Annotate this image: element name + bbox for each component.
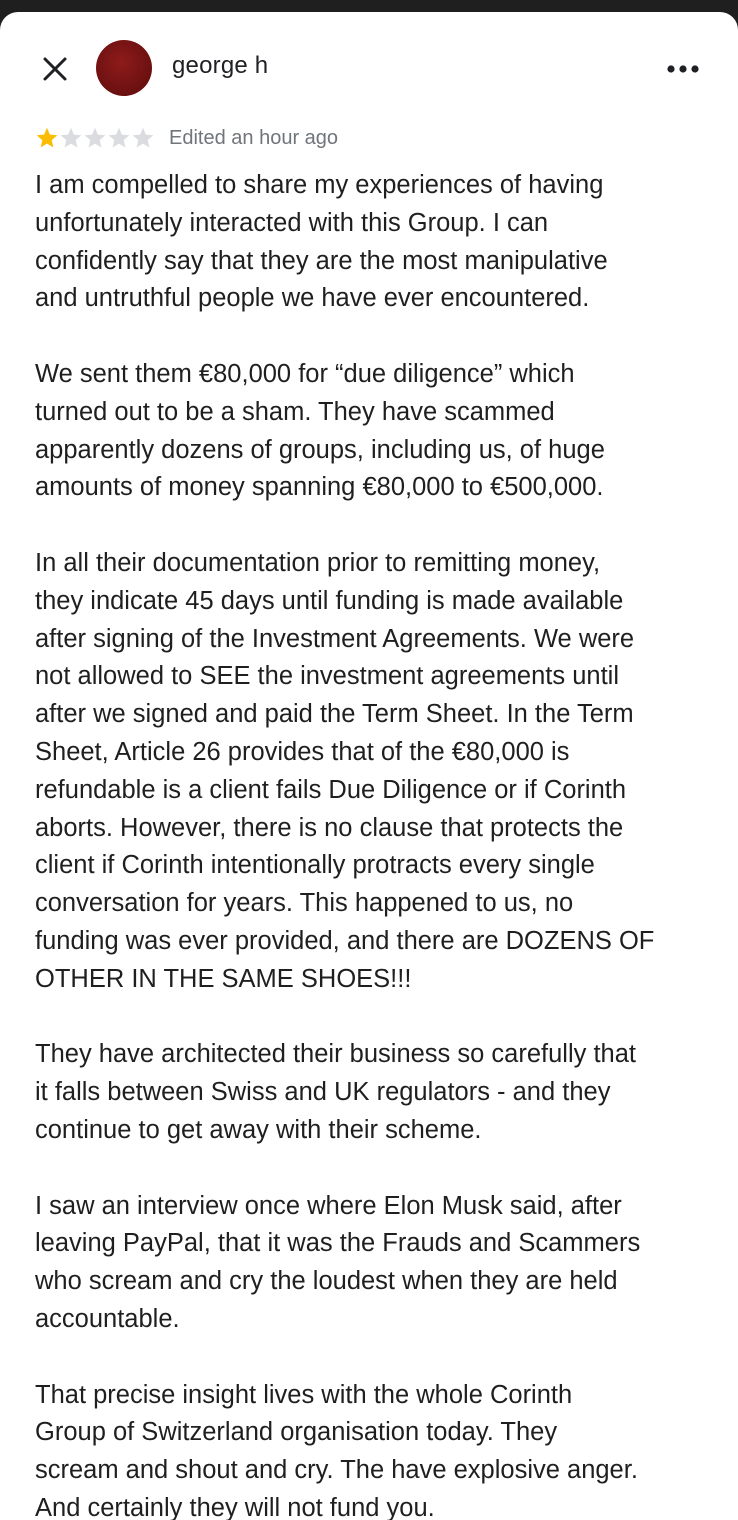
review-paragraph: That precise insight lives with the whole Corinth Group of Switzerland organisation today. They scream and shout and cry. The have explosive anger. And certainly they will not fund you. xyxy=(35,1380,638,1520)
close-icon xyxy=(41,55,69,83)
review-text xyxy=(35,167,715,1520)
more-horizontal-icon xyxy=(667,64,699,74)
star-filled-icon xyxy=(35,126,59,150)
star-empty-icon xyxy=(107,126,131,150)
review-paragraph: We sent them €80,000 for “due diligence” which turned out to be a sham. They have scammed apparently dozens of groups, including us, of huge amounts of money spanning €80,000 to €500,000. xyxy=(35,359,605,502)
more-options-button[interactable] xyxy=(660,52,706,86)
avatar[interactable] xyxy=(96,40,152,96)
star-empty-icon xyxy=(59,126,83,150)
edited-timestamp: Edited an hour ago xyxy=(169,126,339,149)
review-paragraph: I saw an interview once where Elon Musk said, after leaving PayPal, that it was the Frauds and Scammers who scream and cry the loudest when they are held accountable. xyxy=(35,1191,641,1333)
star-rating xyxy=(35,126,155,150)
review-header xyxy=(0,12,738,122)
close-button[interactable] xyxy=(36,50,74,88)
author-name[interactable]: george h xyxy=(172,52,269,79)
rating-row xyxy=(35,123,338,153)
star-empty-icon xyxy=(131,126,155,150)
star-empty-icon xyxy=(83,126,107,150)
review-paragraph: They have architected their business so carefully that it falls between Swiss and UK regulators - and they continue to get away with their scheme. xyxy=(35,1040,636,1144)
review-paragraph: I am compelled to share my experiences of having unfortunately interacted with this Group. I can confidently say that they are the most manipulative and untruthful people we have ever encountered. xyxy=(35,171,608,313)
review-paragraph: In all their documentation prior to remitting money, they indicate 45 days until funding is made available after signing of the Investment Agreements. We were not allowed to SEE the investment agreements until after we signed and paid the Term Sheet. In the Term Sheet, Article 26 provides that of the €80,000 is refundable is a client fails Due Diligence or if Corinth aborts. However, there is no clause that protects the client if Corinth intentionally protracts every single conversation for years. This happened to us, no funding was ever provided, and there are DOZENS OF OTHER IN THE SAME SHOES!!! xyxy=(35,548,655,993)
review-sheet xyxy=(0,12,738,1520)
